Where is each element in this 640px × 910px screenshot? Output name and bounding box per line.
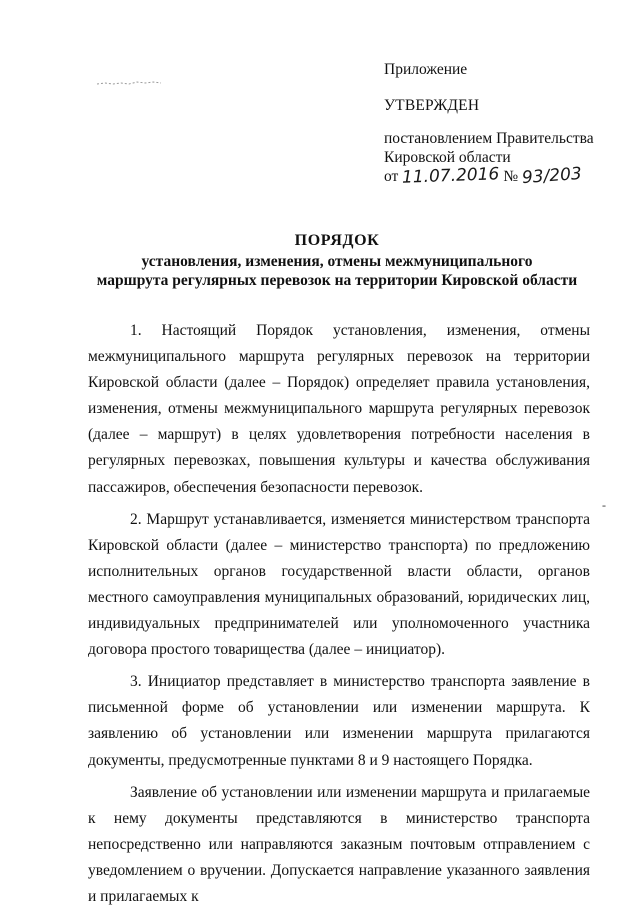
date-prefix: от: [384, 168, 399, 185]
decree-line-2: Кировской области: [384, 149, 511, 166]
annex-label: Приложение: [384, 61, 468, 78]
approved-label: УТВЕРЖДЕН: [384, 97, 480, 114]
title-heading: ПОРЯДОК: [294, 232, 380, 249]
title-line-2: маршрута регулярных перевозок на территории Кировской области: [96, 272, 578, 289]
number-prefix: №: [503, 168, 519, 185]
handwritten-number: 93/203: [521, 163, 583, 189]
margin-mark: -: [602, 498, 606, 512]
paragraph-3: 3. Инициатор представляет в министерство транспорта заявление в письменной форме об установлении или изменении маршрута. К заявлению об установлении или изменении маршрута прилагаются документы, предусмотренные пунктами 8 и 9 настоящего Порядка.: [88, 673, 590, 769]
approval-block: [384, 60, 624, 189]
handwritten-date: 11.07.2016: [401, 164, 500, 188]
decree-date-number-line: [384, 163, 624, 189]
paragraph-1: 1. Настоящий Порядок установления, изменения, отмены межмуниципального маршрута регулярных перевозок на территории Кировской области (далее – Порядок) определяет правила установления, изменения, отмены межмуниципального маршрута регулярных перевозок (далее – маршрут) в целях удовлетворения потребности населения в регулярных перевозках, повышения культуры и качества обслуживания пассажиров, обеспечения безопасности перевозок.: [88, 322, 590, 496]
document-body: [88, 318, 590, 910]
paragraph-4: Заявление об установлении или изменении маршрута и прилагаемые к нему документы представляются в министерство транспорта непосредственно или направляются заказным почтовым отправлением с уведомлением о вручении. Допускается направление указанного заявления и прилагаемых к: [88, 783, 590, 905]
decree-line-1: постановлением Правительства: [384, 130, 594, 147]
title-line-1: установления, изменения, отмены межмуниципального: [141, 253, 533, 270]
document-title: [40, 231, 634, 290]
faint-scribble-mark: [95, 80, 165, 86]
paragraph-2: 2. Маршрут устанавливается, изменяется министерством транспорта Кировской области (далее – министерство транспорта) по предложению исполнительных органов государственной власти области, органов местного самоуправления муниципальных образований, юридических лиц, индивидуальных предпринимателей или уполномоченного участника договора простого товарищества (далее – инициатор).: [88, 510, 590, 659]
